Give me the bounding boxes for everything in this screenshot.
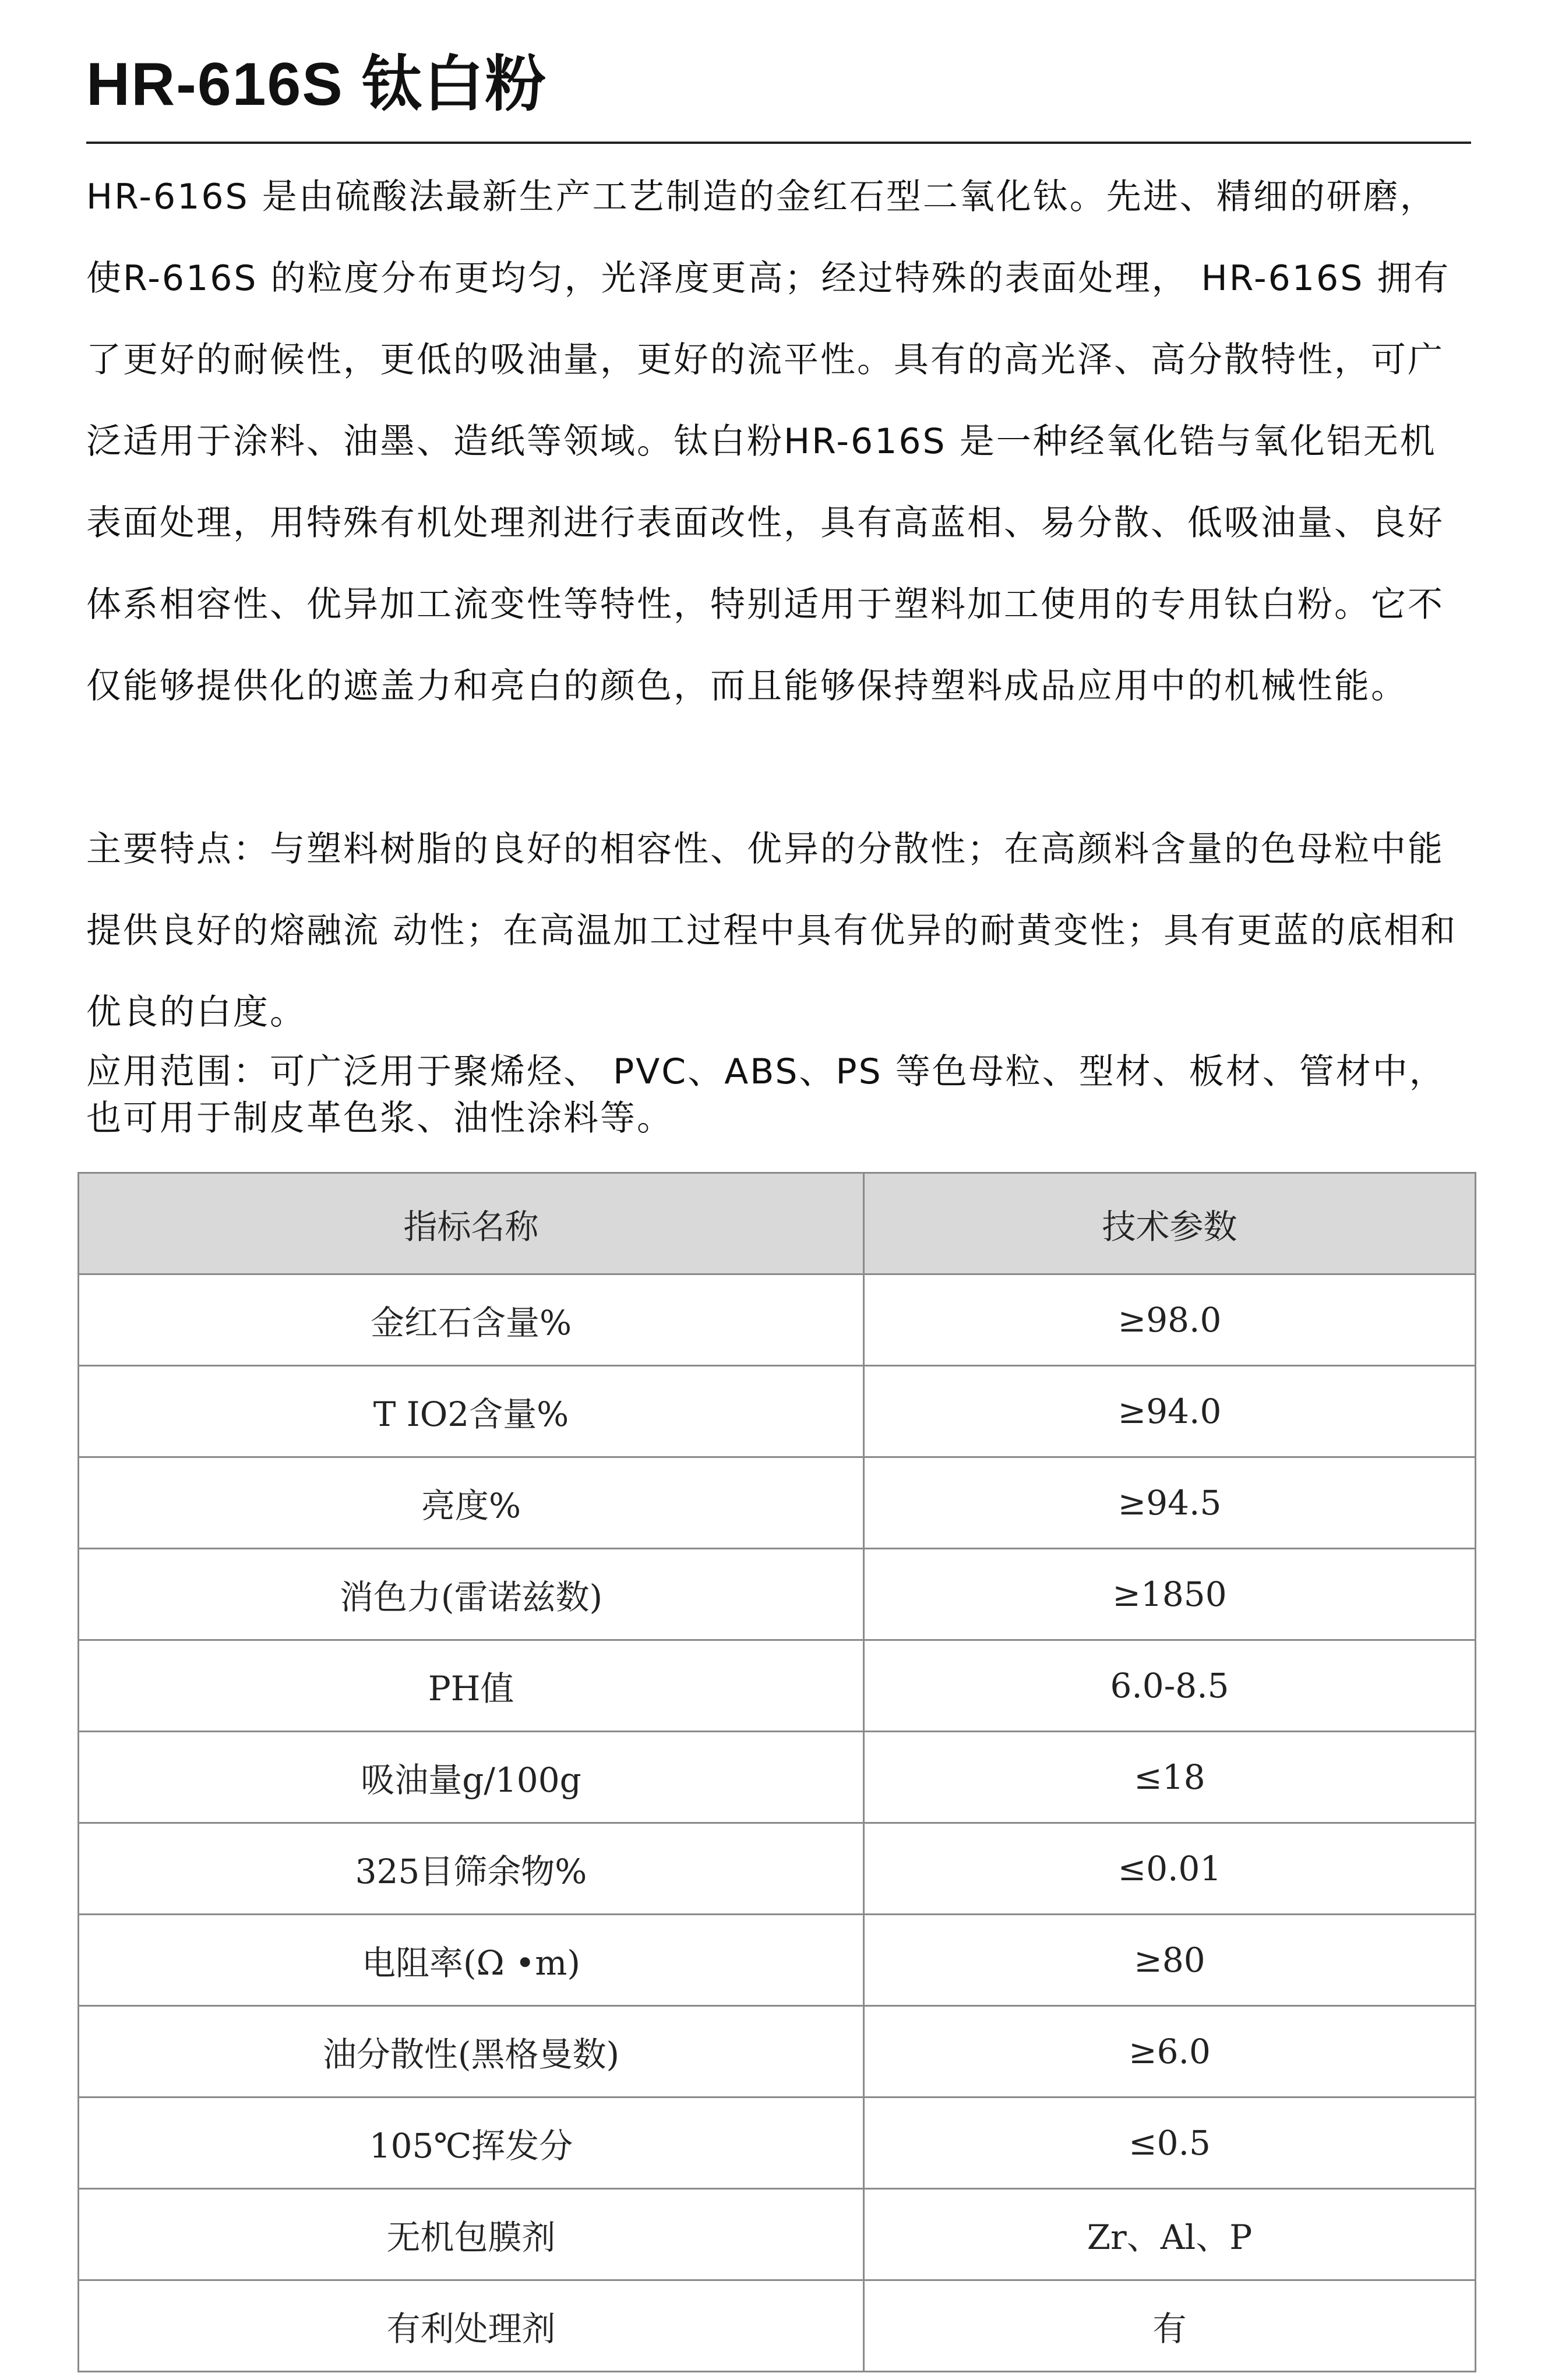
page-title: HR-616S 钛白粉 — [86, 51, 547, 118]
applications-paragraph: 应用范围：可广泛用于聚烯烃、 PVC、ABS、PS 等色母粒、型材、板材、管材中，也可用于制皮革色浆、油性涂料等。 — [86, 1051, 1446, 1139]
table-row — [79, 2097, 1476, 2189]
indicator-name-cell: 消色力(雷诺兹数) — [79, 1549, 864, 1640]
indicator-name-cell: T IO2含量% — [79, 1366, 864, 1457]
indicator-name-cell: 无机包膜剂 — [79, 2189, 864, 2280]
indicator-name-cell: 亮度% — [79, 1457, 864, 1549]
indicator-name-cell: 325目筛余物% — [79, 1823, 864, 1915]
parameter-value-cell: ≥94.0 — [864, 1366, 1476, 1457]
table-row — [79, 1732, 1476, 1823]
parameter-value-cell: ≤0.01 — [864, 1823, 1476, 1915]
parameter-value-cell: 有 — [864, 2280, 1476, 2372]
table-row — [79, 1549, 1476, 1640]
spec-table — [77, 1172, 1476, 2372]
indicator-name-cell: PH值 — [79, 1640, 864, 1732]
table-row — [79, 1823, 1476, 1915]
table-row — [79, 2280, 1476, 2372]
header-indicator-name: 指标名称 — [79, 1173, 864, 1274]
table-row — [79, 1274, 1476, 1366]
header-technical-parameter: 技术参数 — [864, 1173, 1476, 1274]
indicator-name-cell: 金红石含量% — [79, 1274, 864, 1366]
indicator-name-cell: 吸油量g/100g — [79, 1732, 864, 1823]
table-row — [79, 1915, 1476, 2006]
parameter-value-cell: ≥1850 — [864, 1549, 1476, 1640]
table-row — [79, 2006, 1476, 2097]
table-row — [79, 2189, 1476, 2280]
parameter-value-cell: Zr、Al、P — [864, 2189, 1476, 2280]
parameter-value-cell: ≥80 — [864, 1915, 1476, 2006]
parameter-value-cell: ≤18 — [864, 1732, 1476, 1823]
parameter-value-cell: 6.0-8.5 — [864, 1640, 1476, 1732]
indicator-name-cell: 105℃挥发分 — [79, 2097, 864, 2189]
indicator-name-cell: 油分散性(黑格曼数) — [79, 2006, 864, 2097]
parameter-value-cell: ≤0.5 — [864, 2097, 1476, 2189]
parameter-value-cell: ≥94.5 — [864, 1457, 1476, 1549]
indicator-name-cell: 有利处理剂 — [79, 2280, 864, 2372]
spec-table-header-row — [79, 1173, 1476, 1274]
title-divider — [86, 142, 1471, 144]
table-row — [79, 1457, 1476, 1549]
description-paragraph: HR-616S 是由硫酸法最新生产工艺制造的金红石型二氧化钛。先进、精细的研磨，使R-616S 的粒度分布更均匀，光泽度更高；经过特殊的表面处理， HR-616S 拥有了更好的耐候性，更低的吸油量，更好的流平性。具有的高光泽、高分散特性，可广泛适用于涂料、油墨、造纸等领域。钛白粉HR-616S 是一种经氧化锆与氧化铝无机表面处理，用特殊有机处理剂进行表面改性，具有高蓝相、易分散、低吸油量、良好体系相容性、优异加工流变性等特性，特别适用于塑料加工使用的专用钛白粉。它不仅能够提供化的遮盖力和亮白的颜色，而且能够保持塑料成品应用中的机械性能。 — [86, 176, 1451, 707]
table-row — [79, 1366, 1476, 1457]
features-paragraph: 主要特点：与塑料树脂的良好的相容性、优异的分散性；在高颜料含量的色母粒中能提供良好的熔融流 动性；在高温加工过程中具有优异的耐黄变性；具有更蓝的底相和优良的白度。 — [86, 829, 1458, 1033]
table-row — [79, 1640, 1476, 1732]
parameter-value-cell: ≥98.0 — [864, 1274, 1476, 1366]
indicator-name-cell: 电阻率(Ω •m) — [79, 1915, 864, 2006]
parameter-value-cell: ≥6.0 — [864, 2006, 1476, 2097]
